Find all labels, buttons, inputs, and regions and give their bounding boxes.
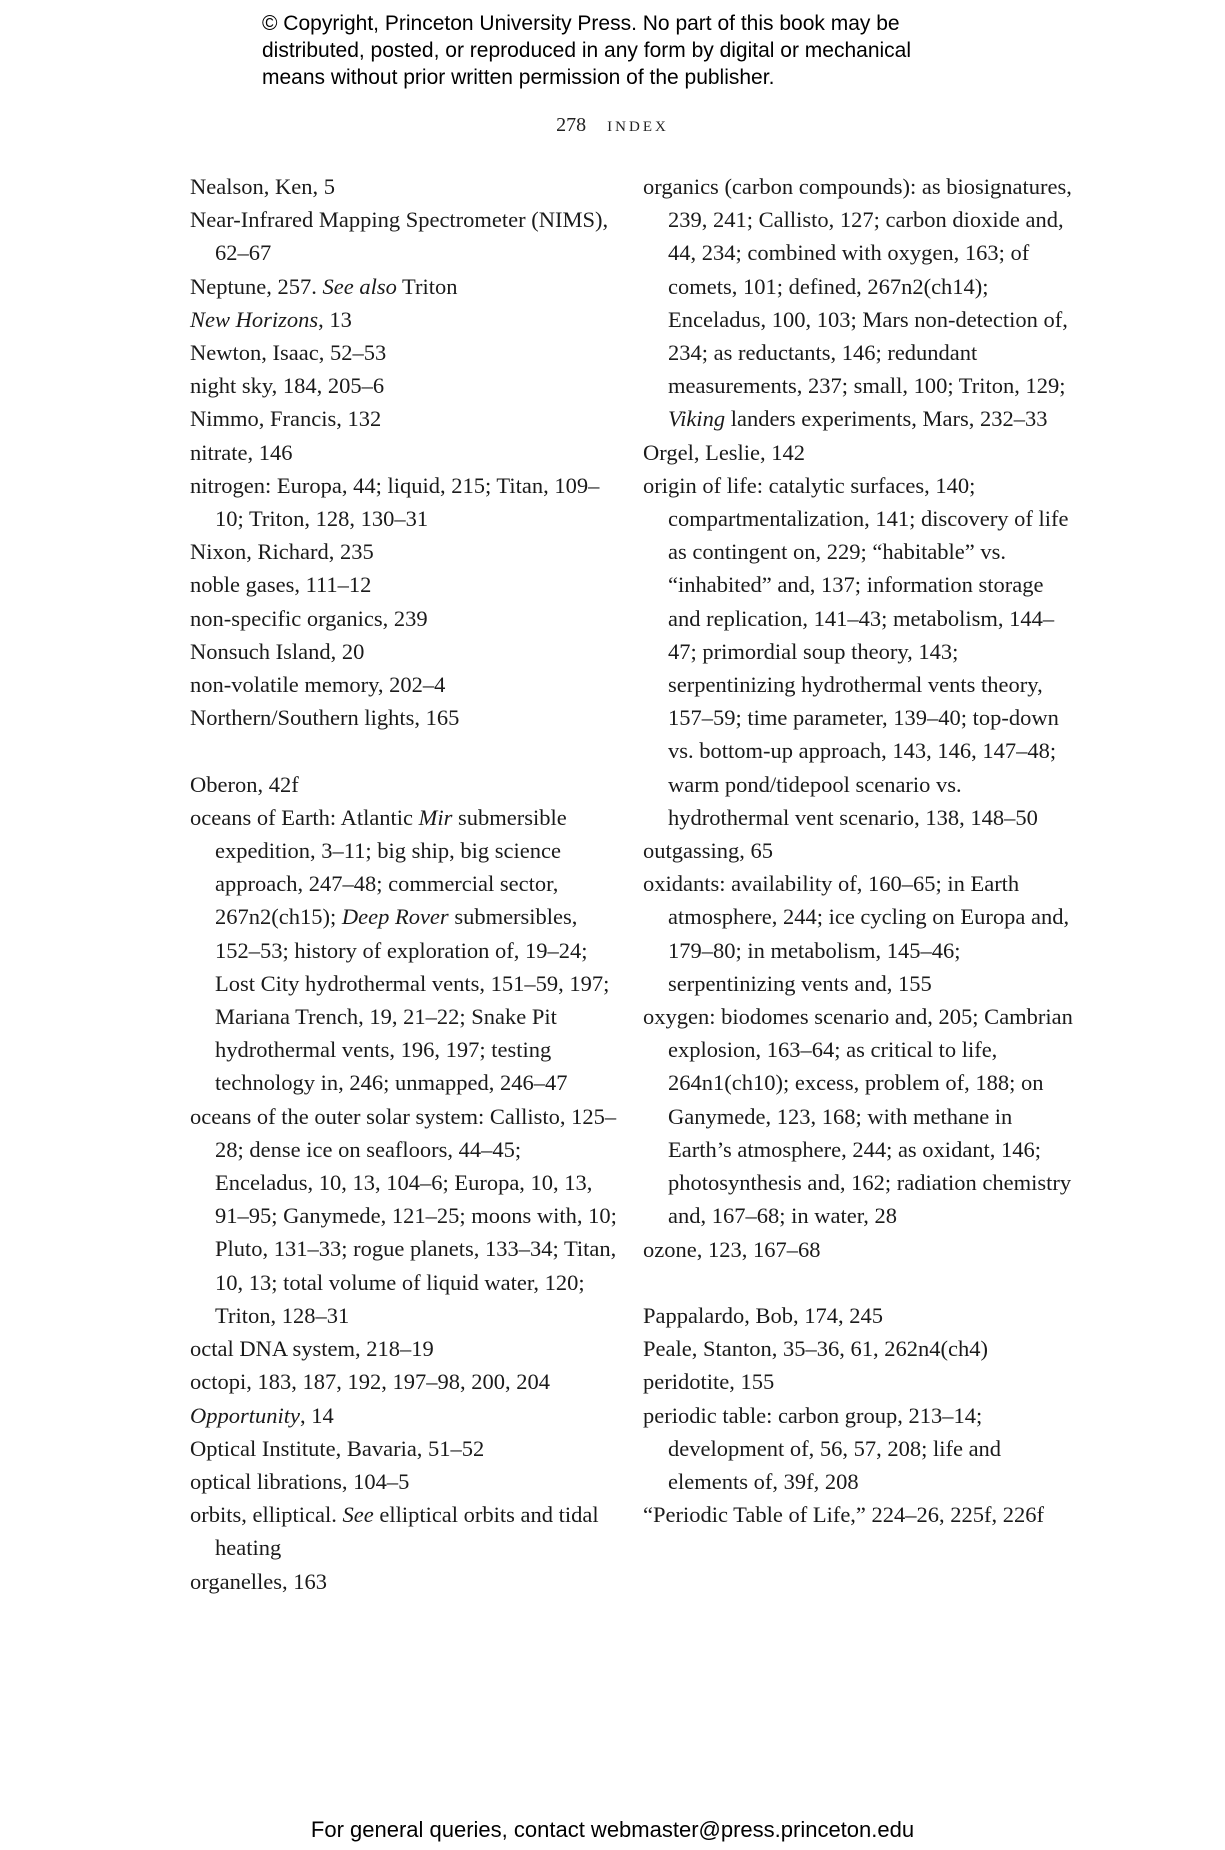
index-entry xyxy=(190,768,620,801)
index-entry xyxy=(643,1233,1073,1266)
running-title: index xyxy=(607,112,669,136)
index-entry-italic: Mir xyxy=(418,804,453,830)
index-entry-text: Peale, Stanton, 35–36, 61, 262n4(ch4) xyxy=(643,1336,988,1362)
index-entry xyxy=(190,303,620,336)
index-entry-text: Optical Institute, Bavaria, 51–52 xyxy=(190,1435,485,1461)
index-entry-text: Newton, Isaac, 52–53 xyxy=(190,340,387,366)
index-entry xyxy=(190,1465,620,1498)
index-entry-text: Nonsuch Island, 20 xyxy=(190,638,365,664)
index-entry xyxy=(643,834,1073,867)
index-entry xyxy=(643,867,1073,1000)
index-entry-text: peridotite, 155 xyxy=(643,1369,775,1395)
index-entry-text: octopi, 183, 187, 192, 197–98, 200, 204 xyxy=(190,1369,550,1395)
footer-contact: For general queries, contact webmaster@press.princeton.edu xyxy=(310,1817,915,1842)
index-entry xyxy=(643,469,1073,834)
index-entry xyxy=(643,1000,1073,1232)
index-column-left xyxy=(190,170,620,1598)
index-entry xyxy=(190,1100,620,1332)
index-entry-text: origin of life: catalytic surfaces, 140; compartmentalization, 141; discovery of life as contingent on, 229; “habitable” vs. “inhabited” and, 137; information storage and replication, 141–43; metabolism, 144–47; primordial soup theory, 143; serpentinizing hydrothermal vents theory, 157–59; time parameter, 139–40; top-down vs. bottom-up approach, 143, 146, 147–48; warm pond/tidepool scenario vs. hydrothermal vent scenario, 138, 148–50 xyxy=(643,472,1069,830)
index-entry-italic: Viking xyxy=(668,406,726,432)
index-entry-text: non-specific organics, 239 xyxy=(190,605,428,631)
index-entry-text: Nimmo, Francis, 132 xyxy=(190,406,382,432)
index-entry xyxy=(643,436,1073,469)
index-entry xyxy=(190,402,620,435)
index-entry xyxy=(190,469,620,535)
index-entry-text: ozone, 123, 167–68 xyxy=(643,1236,821,1262)
index-entry-text: Pappalardo, Bob, 174, 245 xyxy=(643,1302,883,1328)
index-entry-text: Nealson, Ken, 5 xyxy=(190,174,335,199)
index-entry-text: elliptical orbits and tidal heating xyxy=(215,1502,599,1561)
index-entry xyxy=(190,336,620,369)
index-entry xyxy=(190,270,620,303)
section-gap xyxy=(190,734,620,767)
index-entry-text: non-volatile memory, 202–4 xyxy=(190,672,446,698)
index-entry xyxy=(190,801,620,1100)
index-entry-text: optical librations, 104–5 xyxy=(190,1468,410,1494)
index-entry xyxy=(190,436,620,469)
index-entry-text: oceans of the outer solar system: Callisto, 125–28; dense ice on seafloors, 44–45; Enceladus, 10, 13, 104–6; Europa, 10, 13, 91–95; Ganymede, 121–25; moons with, 10; Pluto, 131–33; rogue planets, 133–34; Titan, 10, 13; total volume of liquid water, 120; Triton, 128–31 xyxy=(190,1103,617,1328)
index-entry xyxy=(190,602,620,635)
index-entry xyxy=(190,535,620,568)
index-entry-text: Orgel, Leslie, 142 xyxy=(643,439,806,465)
index-entry-italic: Deep Rover xyxy=(341,904,449,930)
index-entry-text: nitrogen: Europa, 44; liquid, 215; Titan, 109–10; Triton, 128, 130–31 xyxy=(190,472,600,532)
copyright-notice xyxy=(262,10,982,91)
index-entry-text: Triton xyxy=(396,273,458,299)
running-head xyxy=(0,112,1225,137)
index-entry-text: “Periodic Table of Life,” 224–26, 225f, 226f xyxy=(643,1502,1045,1528)
index-entry xyxy=(190,668,620,701)
index-entry-italic: See also xyxy=(322,273,397,299)
index-entry-text: Nixon, Richard, 235 xyxy=(190,539,374,565)
index-entry-text: nitrate, 146 xyxy=(190,439,293,465)
index-entry xyxy=(190,1432,620,1465)
page-number: 278 xyxy=(556,114,587,136)
index-entry-text: organics (carbon compounds): as biosignatures, 239, 241; Callisto, 127; carbon dioxide and, 44, 234; combined with oxygen, 163; of comets, 101; defined, 267n2(ch14); Enceladus, 100, 103; Mars non-detection of, 234; as reductants, 146; redundant measurements, 237; small, 100; Triton, 129; xyxy=(643,174,1072,399)
index-entry xyxy=(643,170,1073,436)
index-entry-text: Neptune, 257. xyxy=(190,273,323,299)
index-entry-text: submersible expedition, 3–11; big ship, big science approach, 247–48; commercial sector, 267n2(ch15); xyxy=(215,804,567,930)
copyright-line: means without prior written permission of the publisher. xyxy=(262,66,775,89)
index-entry-text: landers experiments, Mars, 232–33 xyxy=(725,406,1048,432)
index-entry-text: submersibles, 152–53; history of exploration of, 19–24; Lost City hydrothermal vents, 151–59, 197; Mariana Trench, 19, 21–22; Snake Pit hydrothermal vents, 196, 197; testing technology in, 246; unmapped, 246–47 xyxy=(215,904,610,1096)
index-entry xyxy=(190,1365,620,1398)
index-entry-text: organelles, 163 xyxy=(190,1568,328,1594)
index-entry xyxy=(190,568,620,601)
index-entry xyxy=(643,1498,1073,1531)
index-entry xyxy=(190,635,620,668)
index-entry xyxy=(643,1365,1073,1398)
index-entry xyxy=(190,369,620,402)
index-entry-text: Near-Infrared Mapping Spectrometer (NIMS), 62–67 xyxy=(190,207,609,266)
index-entry-text: , 13 xyxy=(318,306,352,332)
index-entry-text: oceans of Earth: Atlantic xyxy=(190,804,419,830)
index-entry-text: Oberon, 42f xyxy=(190,771,299,797)
copyright-line: © Copyright, Princeton University Press. No part of this book may be xyxy=(262,12,900,35)
index-entry-text: oxidants: availability of, 160–65; in Earth atmosphere, 244; ice cycling on Europa and, 179–80; in metabolism, 145–46; serpentinizing vents and, 155 xyxy=(643,871,1070,996)
index-entry-italic: Opportunity xyxy=(190,1402,300,1428)
index-column-right xyxy=(643,170,1073,1531)
index-entry-text: Northern/Southern lights, 165 xyxy=(190,705,460,731)
section-gap xyxy=(643,1266,1073,1299)
index-entry-text: periodic table: carbon group, 213–14; development of, 56, 57, 208; life and elements of, 39f, 208 xyxy=(643,1402,1002,1494)
index-entry xyxy=(643,1332,1073,1365)
index-entry-text: outgassing, 65 xyxy=(643,838,774,864)
index-entry-text: noble gases, 111–12 xyxy=(190,572,372,598)
index-entry xyxy=(643,1399,1073,1499)
index-entry-text: night sky, 184, 205–6 xyxy=(190,373,385,399)
index-entry-text: octal DNA system, 218–19 xyxy=(190,1336,434,1362)
index-entry xyxy=(190,1399,620,1432)
index-entry-text: , 14 xyxy=(300,1402,334,1428)
index-entry xyxy=(190,1498,620,1564)
copyright-line: distributed, posted, or reproduced in any form by digital or mechanical xyxy=(262,39,912,62)
index-entry-italic: See xyxy=(342,1502,374,1528)
index-entry xyxy=(643,1299,1073,1332)
index-entry-text: oxygen: biodomes scenario and, 205; Cambrian explosion, 163–64; as critical to life, 264n1(ch10); excess, problem of, 188; on Ganymede, 123, 168; with methane in Earth’s atmosphere, 244; as oxidant, 146; photosynthesis and, 162; radiation chemistry and, 167–68; in water, 28 xyxy=(643,1004,1073,1229)
index-entry xyxy=(190,170,620,203)
index-entry xyxy=(190,701,620,734)
index-entry xyxy=(190,203,620,269)
index-entry xyxy=(190,1332,620,1365)
index-entry xyxy=(190,1565,620,1598)
index-entry-text: orbits, elliptical. xyxy=(190,1502,343,1528)
index-entry-italic: New Horizons xyxy=(190,306,319,332)
